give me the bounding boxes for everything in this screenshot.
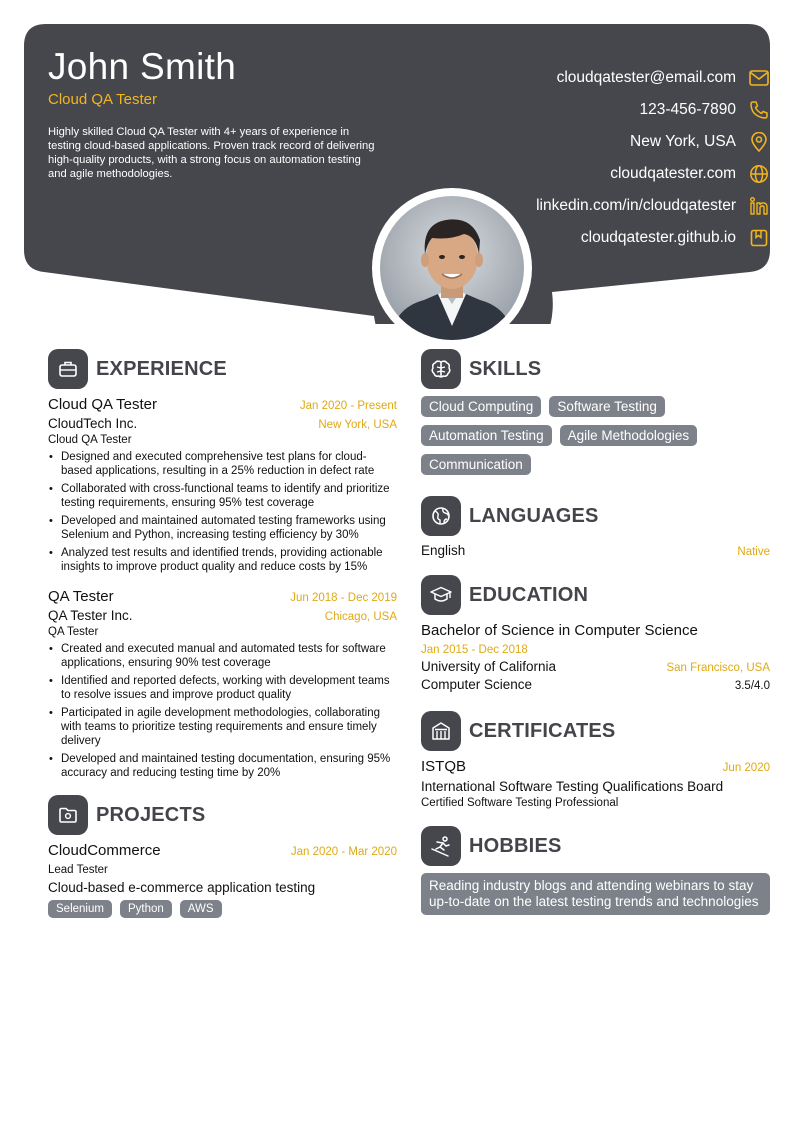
envelope-icon [748,67,770,89]
education-date: Jan 2015 - Dec 2018 [421,644,528,656]
globe-icon [748,163,770,185]
map-pin-icon [748,131,770,153]
skill-tag: Communication [421,454,531,475]
job-location: Chicago, USA [324,611,397,623]
job-bullet: • Designed and executed comprehensive test plans for cloud-based applications, resulting in a 25% reduction in defect rate [48,450,397,478]
hobbies-title: HOBBIES [469,834,562,857]
language-item [421,543,770,558]
experience-item [48,588,397,780]
languages-header [421,495,770,537]
certificate-name: ISTQB [421,758,467,775]
candidate-name: John Smith [48,46,237,87]
education-gpa: 3.5/4.0 [734,680,770,692]
building-icon [421,711,461,751]
job-bullet: • Identified and reported defects, working with development teams to resolve issues and improve product quality [48,674,397,702]
certificates-title: CERTIFICATES [469,719,616,742]
candidate-title: Cloud QA Tester [48,91,157,108]
skill-tag: Automation Testing [421,425,552,446]
project-name: CloudCommerce [48,842,161,859]
experience-item [48,396,397,574]
skill-tag: Software Testing [549,396,665,417]
projects-header [48,794,397,836]
job-title: QA Tester [48,588,114,605]
profile-photo [380,196,524,340]
skills-header [421,348,770,390]
education-title: EDUCATION [469,583,589,606]
job-bullets [48,450,397,574]
project-role: Lead Tester [48,864,108,876]
job-company: QA Tester Inc. [48,608,133,623]
certificate-issuer: International Software Testing Qualifications Board [421,779,724,794]
folder-icon [48,795,88,835]
hobbies-header [421,825,770,867]
job-role: QA Tester [48,626,99,638]
skills-section [421,348,770,483]
briefcase-icon [48,349,88,389]
language-name: English [421,543,466,558]
experience-title: EXPERIENCE [96,357,227,380]
job-company: CloudTech Inc. [48,416,138,431]
language-level: Native [737,546,770,558]
profile-photo-frame [372,188,532,348]
projects-title: PROJECTS [96,803,206,826]
education-school: University of California [421,659,557,674]
certificate-date: Jun 2020 [722,762,770,774]
contact-location [370,126,770,158]
profile-summary: Highly skilled Cloud QA Tester with 4+ years of experience in testing cloud-based applications. Proven track record of delivering high-quality products, with a strong focus on automation testing and agile methodologies. [48,126,375,180]
job-bullet: • Participated in agile development methodologies, collaborating with teams to prioritize testing requirements and ensure timely delivery [48,706,397,748]
languages-section [421,495,770,558]
project-date: Jan 2020 - Mar 2020 [290,846,397,858]
job-location: New York, USA [318,419,397,431]
certificate-description: Certified Software Testing Professional [421,797,619,809]
education-header [421,574,770,616]
skill-tag: Cloud Computing [421,396,541,417]
project-tags [48,900,397,926]
projects-section [48,794,397,926]
project-tag: Python [120,900,172,918]
experience-header [48,348,397,390]
contact-website[interactable] [370,158,770,190]
job-date: Jan 2020 - Present [299,400,397,412]
right-column [421,348,770,915]
bookmark-icon [748,227,770,249]
contact-email-text: cloudqatester@email.com [556,69,736,86]
education-location: San Francisco, USA [666,662,770,674]
experience-section [48,348,397,780]
job-bullet: • Created and executed manual and automated tests for software applications, ensuring 90% test coverage [48,642,397,670]
job-bullet: • Collaborated with cross-functional teams to identify and prioritize testing requirements, ensuring 95% test coverage [48,482,397,510]
education-degree: Bachelor of Science in Computer Science [421,622,698,639]
brain-icon [421,349,461,389]
job-bullet: • Developed and maintained testing documentation, ensuring 95% accuracy and reducing testing time by 20% [48,752,397,780]
job-role: Cloud QA Tester [48,434,132,446]
language-globe-icon [421,496,461,536]
contact-phone[interactable] [370,94,770,126]
contact-github-text: cloudqatester.github.io [580,229,736,246]
skills-title: SKILLS [469,357,542,380]
job-bullet: • Analyzed test results and identified trends, providing actionable insights to improve product quality and reduce costs by 15% [48,546,397,574]
hobbies-section [421,825,770,915]
project-tag: AWS [180,900,222,918]
contact-email[interactable] [370,62,770,94]
project-item [48,842,397,926]
job-bullets [48,642,397,780]
left-column [48,348,397,926]
certificates-header [421,710,770,752]
hobby-item: Reading industry blogs and attending webinars to stay up-to-date on the latest testing trends and technologies [421,873,770,915]
languages-title: LANGUAGES [469,504,599,527]
skill-tag: Agile Methodologies [560,425,698,446]
graduation-cap-icon [421,575,461,615]
project-tag: Selenium [48,900,112,918]
job-bullet: • Developed and maintained automated testing frameworks using Selenium and Python, increasing testing efficiency by 30% [48,514,397,542]
project-description: Cloud-based e-commerce application testing [48,880,316,895]
education-section [421,574,770,692]
contact-location-text: New York, USA [630,133,736,150]
job-title: Cloud QA Tester [48,396,157,413]
contact-linkedin-text: linkedin.com/in/cloudqatester [536,197,736,214]
skills-list [421,396,770,483]
contact-phone-text: 123-456-7890 [639,101,736,118]
certificates-section [421,710,770,809]
skiing-icon [421,826,461,866]
job-date: Jun 2018 - Dec 2019 [290,592,397,604]
phone-icon [748,99,770,121]
contact-website-text: cloudqatester.com [610,165,736,182]
linkedin-icon [748,195,770,217]
education-field: Computer Science [421,677,533,692]
